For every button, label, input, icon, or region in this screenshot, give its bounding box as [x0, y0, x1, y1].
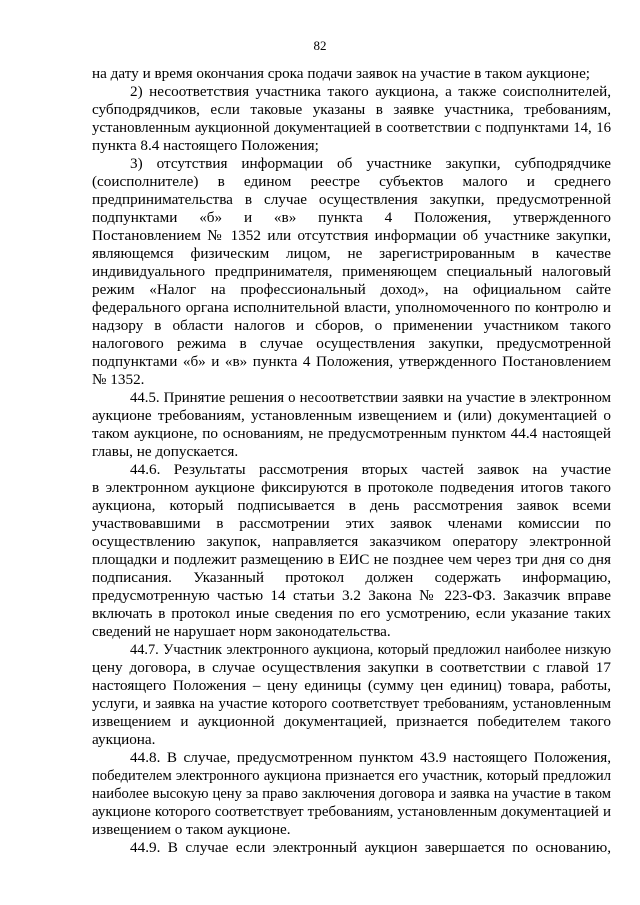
- text-line: аукционе требованиям, установленным извещением и (или) документацией о: [92, 407, 611, 424]
- text-line: извещением и аукционной документацией, признается победителем такого: [92, 713, 611, 730]
- text-line: победителем электронного аукциона признается его участник, который предложил: [92, 768, 611, 784]
- text-line: площадки и подлежит размещению в ЕИС не позднее чем через три дня со дня: [92, 551, 611, 568]
- text-line: индивидуального предпринимателя, применяющем специальный налоговый: [92, 263, 611, 280]
- text-line: пункта 8.4 настоящего Положения;: [92, 137, 319, 154]
- text-line: таком аукционе, по основаниям, не предусмотренным пунктом 44.4 настоящей: [92, 425, 611, 442]
- text-line: 44.5. Принятие решения о несоответствии заявки на участие в электронном: [130, 390, 611, 406]
- text-line: субподрядчиков, если таковые указаны в заявке участника, требованиям,: [92, 101, 611, 118]
- text-line: подпунктами «б» и «в» пункта 4 Положения, утвержденного Постановлением: [92, 353, 611, 370]
- text-line: подпунктами «б» и «в» пункта 4 Положения, утвержденного: [92, 209, 611, 226]
- text-line: № 1352.: [92, 371, 145, 388]
- text-line: 44.6. Результаты рассмотрения вторых частей заявок на участие: [130, 461, 611, 478]
- text-line: аукционе которого соответствует требованиям, установленным документацией и: [92, 804, 611, 820]
- text-line: установленным аукционной документацией в соответствии с подпунктами 14, 16: [92, 120, 611, 136]
- text-line: участвовавшими в рассмотрении этих заявок членами комиссии по: [92, 515, 611, 532]
- text-line: извещением о таком аукционе.: [92, 821, 291, 838]
- text-line: надзору в области налогов и сборов, о применении участником такого: [92, 317, 611, 334]
- text-line: настоящего Положения – цену единицы (сумму цен единиц) товара, работы,: [92, 677, 611, 694]
- text-line: предусмотренную частью 14 статьи 3.2 Закона № 223-ФЗ. Заказчик вправе: [92, 587, 611, 604]
- text-line: режим «Налог на профессиональный доход», на официальном сайте: [92, 281, 611, 298]
- text-line: главы, не допускается.: [92, 443, 239, 460]
- text-line: аукциона, который подписывается в день рассмотрения заявок всеми: [92, 497, 611, 514]
- text-line: цену договора, в случае осуществления закупки в соответствии с главой 17: [92, 659, 611, 676]
- text-line: 44.8. В случае, предусмотренном пунктом 43.9 настоящего Положения,: [130, 749, 611, 766]
- text-line: налогового режима в случае осуществления закупки, предусмотренной: [92, 335, 611, 352]
- text-line: в электронном аукционе фиксируются в протоколе подведения итогов такого: [92, 479, 611, 496]
- page-number: 82: [313, 38, 327, 53]
- text-line: наиболее высокую цену за право заключения договора и заявка на участие в таком: [92, 786, 611, 802]
- text-line: являющемся физическим лицом, не зарегистрированным в качестве: [92, 245, 611, 262]
- text-line: осуществлению закупок, направляется заказчиком оператору электронной: [92, 533, 611, 550]
- text-line: (соисполнителе) в едином реестре субъектов малого и среднего: [92, 173, 611, 190]
- text-line: предпринимательства в случае осуществления закупки, предусмотренной: [92, 191, 611, 208]
- text-line: включать в протокол иные сведения по его усмотрению, если указание таких: [92, 605, 611, 622]
- text-line: 2) несоответствия участника такого аукциона, а также соисполнителей,: [130, 83, 611, 100]
- text-line: 44.7. Участник электронного аукциона, который предложил наиболее низкую: [130, 642, 611, 658]
- text-line: Постановлением № 1352 или отсутствия информации об участнике закупки,: [92, 227, 611, 244]
- text-line: на дату и время окончания срока подачи заявок на участие в таком аукционе;: [92, 65, 591, 82]
- text-line: 3) отсутствия информации об участнике закупки, субподрядчике: [130, 155, 611, 172]
- text-line: услуги, и заявка на участие которого соответствует требованиям, установленным: [92, 696, 611, 712]
- text-line: 44.9. В случае если электронный аукцион завершается по основанию,: [130, 839, 611, 856]
- text-line: федерального органа исполнительной власти, уполномоченного по контролю и: [92, 299, 611, 316]
- text-line: сведений не нарушает норм законодательства.: [92, 623, 391, 640]
- text-line: аукциона.: [92, 731, 156, 748]
- text-line: подписания. Указанный протокол должен содержать информацию,: [92, 569, 611, 586]
